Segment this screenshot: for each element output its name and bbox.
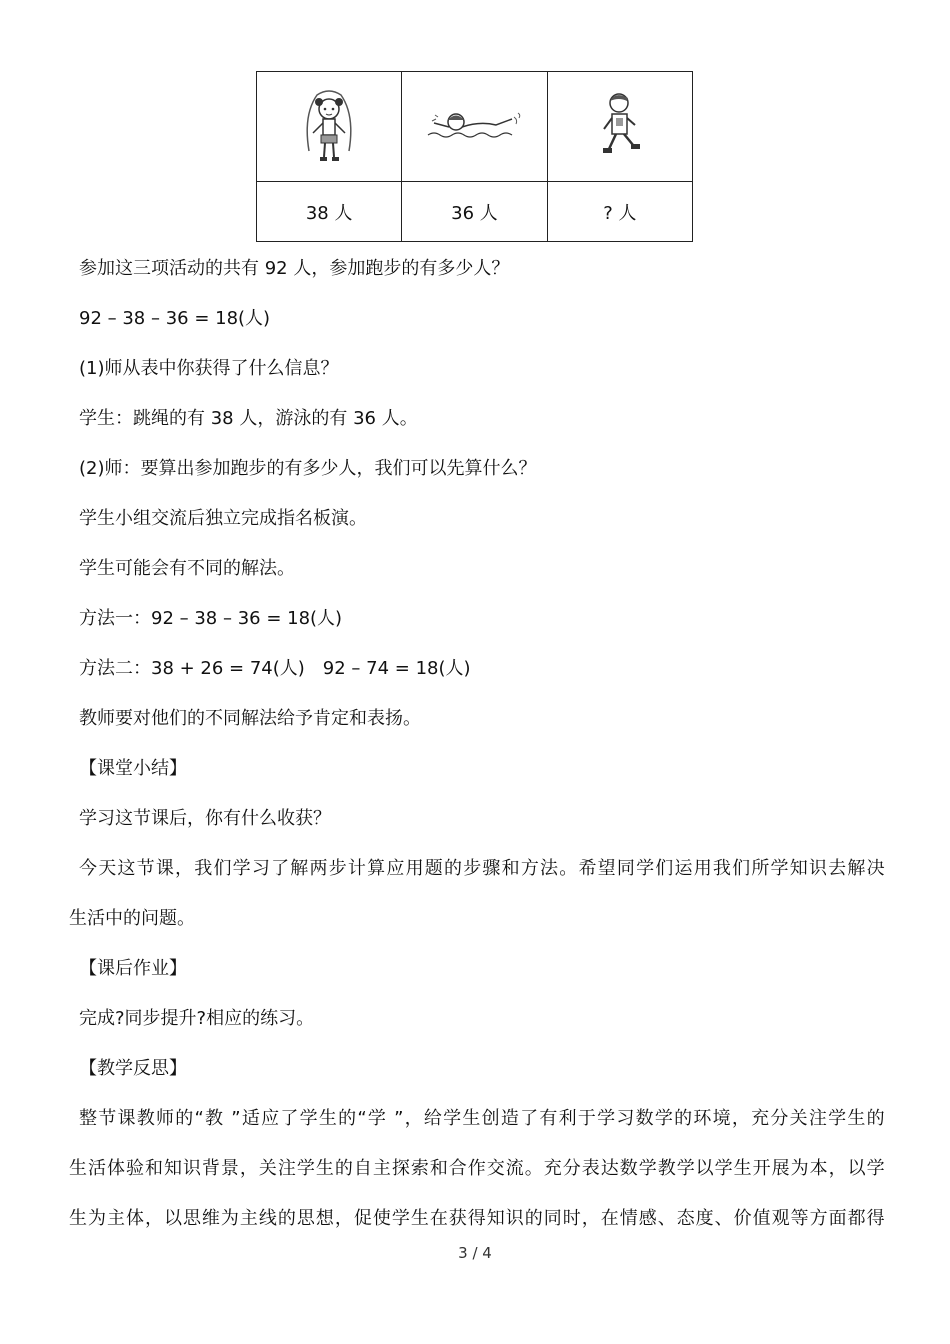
swimmer-icon: [402, 107, 546, 147]
reflection-paragraph-line-3: 生为主体，以思维为主线的思想，促使学生在获得知识的同时，在情感、态度、价值观等方面都得: [69, 1208, 885, 1229]
jump-rope-count: 38 人: [257, 182, 402, 242]
swimming-count: 36 人: [402, 182, 547, 242]
section-heading-summary: 【课堂小结】: [79, 758, 187, 779]
section-heading-homework: 【课后作业】: [79, 958, 187, 979]
teacher-question-2: (2)师：要算出参加跑步的有多少人，我们可以先算什么？: [79, 458, 537, 479]
reflection-paragraph-line-2: 生活体验和知识背景，关注学生的自主探索和合作交流。充分表达数学教学以学生开展为本，以学: [69, 1158, 885, 1179]
student-answer-1: 学生：跳绳的有 38 人，游泳的有 36 人。: [79, 408, 418, 429]
method-one: 方法一：92 – 38 – 36 = 18(人): [79, 608, 343, 629]
activity-count-row: [257, 182, 693, 242]
page-number: 3 / 4: [458, 1244, 492, 1262]
teacher-praise-text: 教师要对他们的不同解法给予肯定和表扬。: [79, 708, 421, 729]
equation: 92 – 38 – 36 = 18(人): [79, 308, 271, 329]
summary-paragraph-line-2: 生活中的问题。: [69, 908, 195, 929]
teacher-question-1: (1)师从表中你获得了什么信息？: [79, 358, 339, 379]
activity-table: [256, 71, 693, 242]
activity-image-row: [257, 72, 693, 182]
activity-cell-swimming: [402, 72, 547, 182]
problem-statement: 参加这三项活动的共有 92 人，参加跑步的有多少人？: [79, 258, 510, 279]
homework-text: 完成?同步提升?相应的练习。: [79, 1008, 315, 1029]
method-two: 方法二：38 + 26 = 74(人) 92 – 74 = 18(人): [79, 658, 471, 679]
different-solutions-text: 学生可能会有不同的解法。: [79, 558, 295, 579]
summary-paragraph-line-1: 今天这节课，我们学习了解两步计算应用题的步骤和方法。希望同学们运用我们所学知识去解决: [79, 858, 885, 879]
section-heading-reflection: 【教学反思】: [79, 1058, 187, 1079]
group-discussion-text: 学生小组交流后独立完成指名板演。: [79, 508, 367, 529]
running-boy-icon: [548, 89, 692, 165]
summary-question: 学习这节课后，你有什么收获？: [79, 808, 331, 829]
running-count: ? 人: [547, 182, 692, 242]
jump-rope-girl-icon: [257, 87, 401, 167]
activity-cell-jump-rope: [257, 72, 402, 182]
activity-cell-running: [547, 72, 692, 182]
reflection-paragraph-line-1: 整节课教师的“教 ”适应了学生的“学 ”，给学生创造了有利于学习数学的环境，充分关注学生的: [79, 1108, 885, 1129]
